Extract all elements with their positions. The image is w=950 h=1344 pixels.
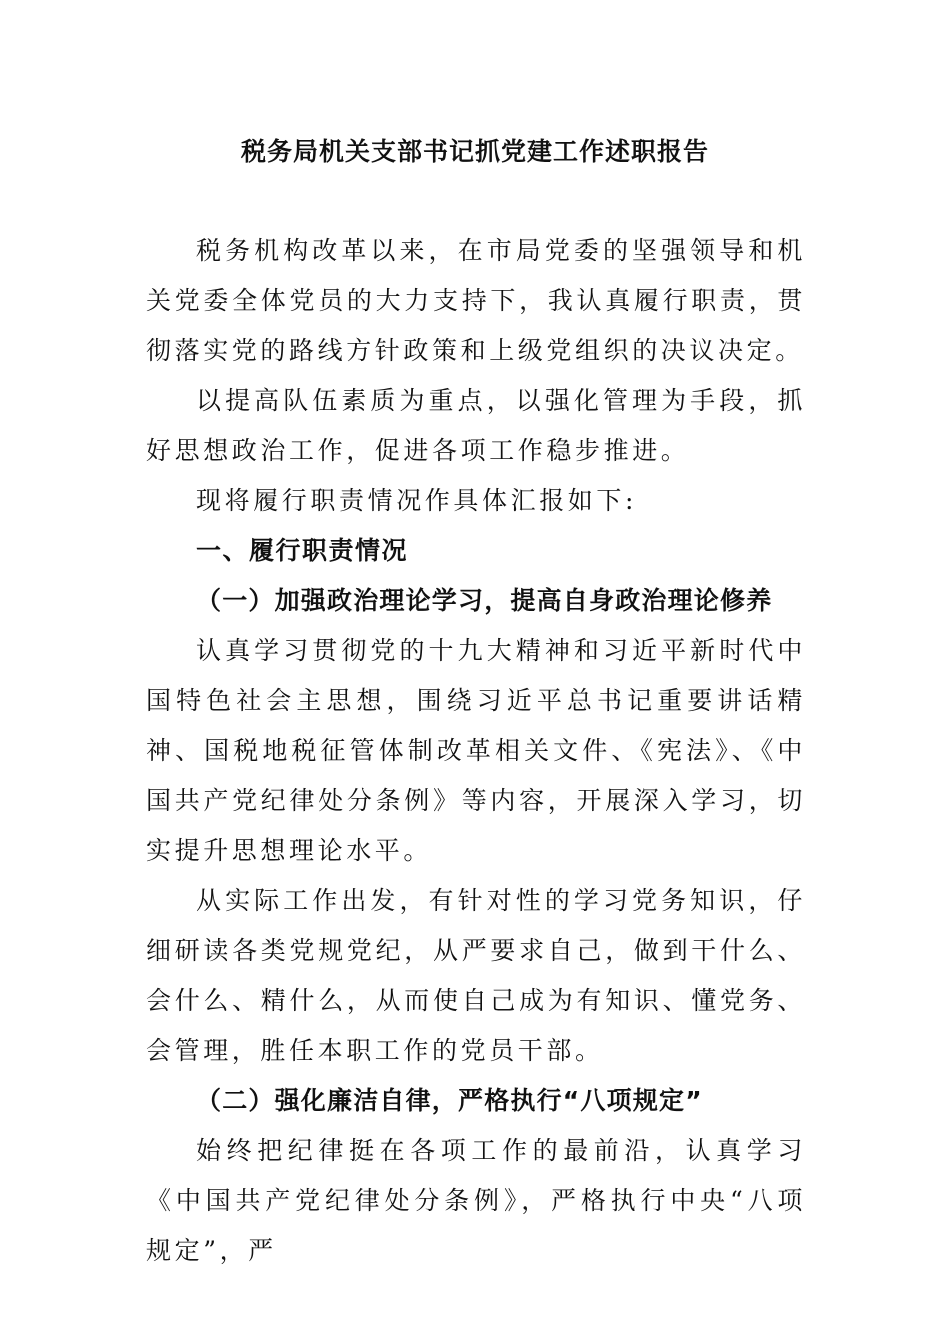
- section-heading-1: 一、履行职责情况: [196, 536, 409, 565]
- subsection-1-paragraph-2: 从实际工作出发，有针对性的学习党务知识，仔细研读各类党规党纪，从严要求自己，做到干什么、会什么、精什么，从而使自己成为有知识、懂党务、会管理，胜任本职工作的党员干部。: [146, 886, 806, 1065]
- document-body: [146, 226, 806, 1276]
- intro-paragraph-3: 现将履行职责情况作具体汇报如下:: [196, 486, 638, 515]
- subsection-2-paragraph-1: 始终把纪律挺在各项工作的最前沿，认真学习《中国共产党纪律处分条例》，严格执行中央“八项规定”，严: [146, 1136, 806, 1265]
- intro-paragraph-2: 以提高队伍素质为重点，以强化管理为手段，抓好思想政治工作，促进各项工作稳步推进。: [146, 386, 806, 465]
- subsection-1-paragraph-1: 认真学习贯彻党的十九大精神和习近平新时代中国特色社会主思想，围绕习近平总书记重要讲话精神、国税地税征管体制改革相关文件、《宪法》、《中国共产党纪律处分条例》等内容，开展深入学习，切实提升思想理论水平。: [146, 636, 806, 865]
- document-title: 税务局机关支部书记抓党建工作述职报告: [240, 137, 709, 166]
- subsection-heading-2: （二）强化廉洁自律，严格执行“八项规定”: [196, 1086, 703, 1115]
- intro-paragraph-1: 税务机构改革以来，在市局党委的坚强领导和机关党委全体党员的大力支持下，我认真履行职责，贯彻落实党的路线方针政策和上级党组织的决议决定。: [146, 236, 806, 365]
- subsection-heading-1: （一）加强政治理论学习，提高自身政治理论修养: [196, 586, 773, 615]
